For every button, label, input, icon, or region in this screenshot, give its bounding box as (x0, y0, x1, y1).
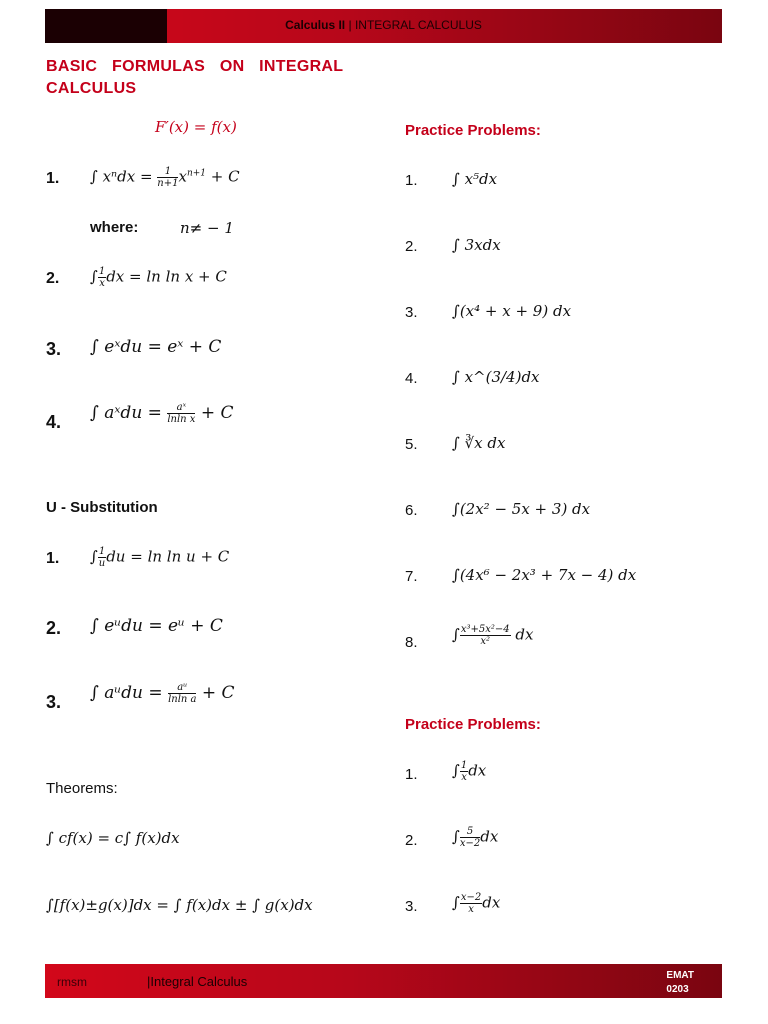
where-expression: n≠ − 1 (180, 219, 234, 237)
formula-number: 1. (46, 170, 60, 187)
practice-problem: ∫(x⁴ + x + 9) dx (452, 302, 572, 320)
formula-power-rule: ∫ xⁿdx = $\frac{1}{n+1}$ $x^{n+1} + C$ (90, 166, 240, 189)
practice-problem: ∫ $\frac{\text{x³+5x²−4}}{\text{x²}}$ dx (452, 624, 534, 647)
formula-number: 3. (46, 339, 62, 359)
theorems-title: Theorems: (46, 780, 118, 797)
footer-course: |Integral Calculus (147, 974, 248, 989)
problem-number: 5. (405, 436, 418, 453)
header-title: Calculus II | INTEGRAL CALCULUS (285, 18, 482, 32)
formula-number: 4. (46, 412, 62, 432)
formula-general-exp-rule: ∫ aˣdu = $\frac{\text{aˣ}}{\text{lnln x}}$ + C (90, 402, 234, 425)
formula-exp-rule: ∫ eˣdu = eˣ + C (90, 337, 222, 357)
footer-bar (45, 964, 722, 998)
practice-problem: ∫ ∛x dx (452, 434, 506, 452)
problem-number: 2. (405, 832, 418, 849)
practice-problem: ∫(4x⁶ − 2x³ + 7x − 4) dx (452, 566, 637, 584)
problem-number: 1. (405, 172, 418, 189)
practice-problem: ∫ $\frac{5}{x-2}$ dx (452, 826, 499, 849)
u-formula-exp: ∫ eᵘdu = eᵘ + C (90, 616, 223, 636)
problem-number: 1. (405, 766, 418, 783)
formula-number: 2. (46, 618, 62, 638)
where-label: where: (90, 219, 139, 236)
formula-number: 3. (46, 692, 62, 712)
practice-problem: ∫ 3xdx (452, 236, 501, 254)
page-heading: BASIC FORMULAS ON INTEGRAL CALCULUS (46, 58, 344, 97)
u-formula-general-exp: ∫ aᵘdu = $\frac{\text{aᵘ}}{\text{lnln a}}$ + C (90, 682, 235, 705)
u-formula-log: ∫ $\frac{1}{u}$ du = ln ln u + C (90, 546, 230, 569)
problem-number: 4. (405, 370, 418, 387)
theorem-sum-difference: ∫[f(x)±g(x)]dx = ∫ f(x)dx ± ∫ g(x)dx (46, 896, 313, 914)
problem-number: 3. (405, 304, 418, 321)
footer-author: rmsm (57, 975, 87, 989)
problem-number: 8. (405, 634, 418, 651)
practice-problem: ∫ x⁵dx (452, 170, 498, 188)
problem-number: 7. (405, 568, 418, 585)
practice-problem: ∫ $\frac{1}{x}$ dx (452, 760, 487, 783)
theorem-constant-multiple: ∫ cf(x) = c∫ f(x)dx (46, 829, 180, 847)
problem-number: 6. (405, 502, 418, 519)
practice-problems-title: Practice Problems: (405, 122, 541, 139)
formula-number: 1. (46, 550, 60, 567)
header-bar (45, 9, 722, 43)
footer-course-code: EMAT 0203 (666, 970, 694, 995)
practice-problem: ∫ x^(3/4)dx (452, 368, 540, 386)
u-substitution-title: U - Substitution (46, 499, 158, 516)
problem-number: 2. (405, 238, 418, 255)
derivative-definition: F′(x) = f(x) (155, 118, 237, 136)
practice-problem: ∫ $\frac{x-2}{x}$ dx (452, 892, 501, 915)
formula-number: 2. (46, 270, 60, 287)
problem-number: 3. (405, 898, 418, 915)
formula-log-rule: ∫ $\frac{1}{x}$ dx = ln ln x + C (90, 266, 227, 289)
practice-problems-title-2: Practice Problems: (405, 716, 541, 733)
practice-problem: ∫(2x² − 5x + 3) dx (452, 500, 591, 518)
